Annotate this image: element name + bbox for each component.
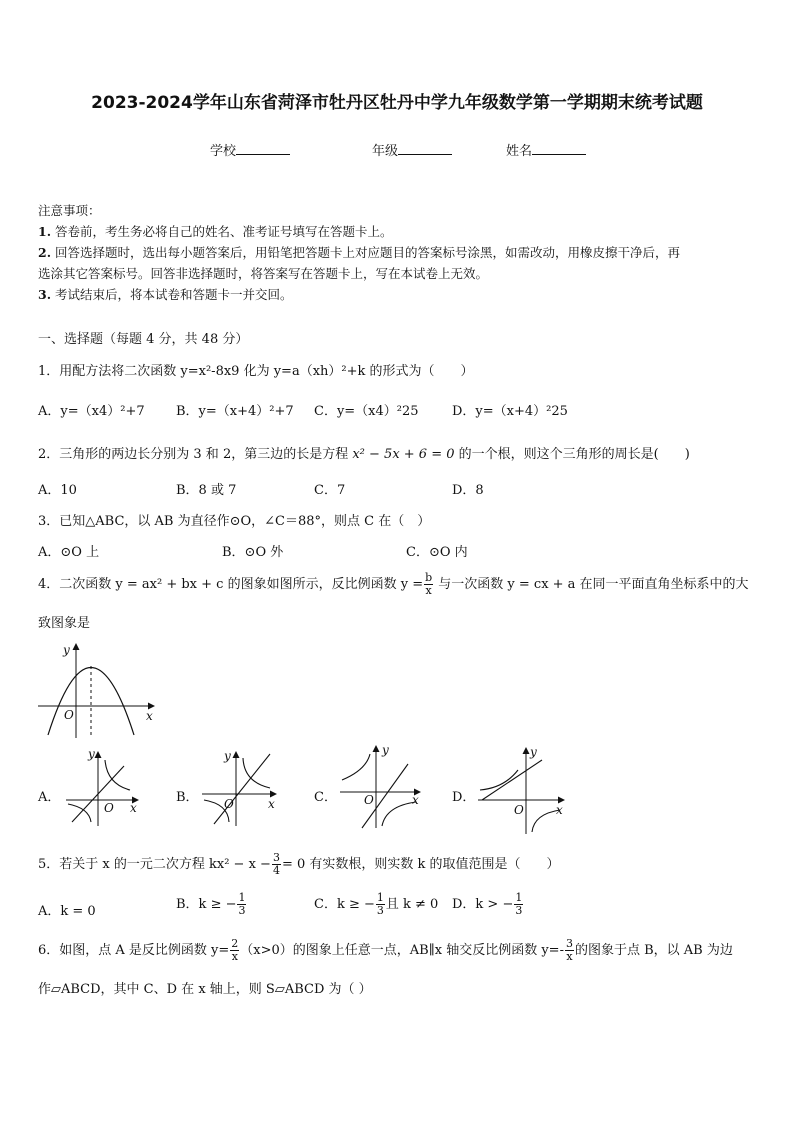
q4-option-a[interactable]: A． — [38, 790, 61, 805]
page-title: 2023-2024学年山东省菏泽市牡丹区牡丹中学九年级数学第一学期期末统考试题 — [91, 93, 703, 113]
origin-label: O — [64, 708, 74, 722]
q4-option-b-graph[interactable] — [198, 748, 280, 828]
q5-fraction: $\frac{3}{4}$ — [272, 851, 280, 877]
q4-parabola-graph — [36, 640, 161, 740]
question-6-stem-cont: 作▱ABCD，其中 C、D 在 x 轴上，则 S▱ABCD 为（ ） — [38, 982, 372, 997]
q4-option-d-graph[interactable] — [474, 744, 570, 836]
svg-text:x: x — [130, 801, 137, 815]
q5-option-a[interactable]: A．k = 0 — [38, 904, 96, 919]
svg-text:x: x — [268, 797, 275, 811]
svg-text:O: O — [364, 793, 374, 807]
svg-text:x: x — [412, 793, 419, 807]
q2-option-a[interactable]: A．10 — [38, 483, 77, 498]
q1-option-d[interactable]: D．y=（x+4）²25 — [452, 404, 568, 419]
svg-text:y: y — [224, 749, 231, 763]
q2-option-b[interactable]: B．8 或 7 — [176, 483, 237, 498]
note-item: 1. 答卷前，考生务必将自己的姓名、准考证号填写在答题卡上。 — [38, 224, 393, 239]
q3-option-b[interactable]: B．⊙O 外 — [222, 545, 284, 560]
notes-block — [38, 200, 680, 305]
note-item: 3. 考试结束后，将本试卷和答题卡一并交回。 — [38, 287, 293, 302]
q4-option-a-graph[interactable] — [62, 748, 142, 828]
svg-text:x: x — [556, 803, 563, 817]
q2-equation: x² − 5x + 6 = 0 — [352, 447, 455, 462]
q2-option-c[interactable]: C．7 — [314, 483, 346, 498]
y-label: y — [63, 643, 70, 657]
q3-option-a[interactable]: A．⊙O 上 — [38, 545, 100, 560]
q4-option-c[interactable]: C． — [314, 790, 337, 805]
svg-text:y: y — [382, 743, 389, 757]
school-field[interactable]: 学校 — [210, 140, 290, 159]
q2-option-d[interactable]: D．8 — [452, 483, 484, 498]
parabola-curve — [48, 668, 134, 736]
q4-option-d[interactable]: D． — [452, 790, 476, 805]
question-1-stem: 1．用配方法将二次函数 y=x²-8x9 化为 y=a（xh）²+k 的形式为（ ） — [38, 364, 474, 379]
q3-option-c[interactable]: C．⊙O 内 — [406, 545, 468, 560]
q1-option-b[interactable]: B．y=（x+4）²+7 — [176, 404, 294, 419]
notes-heading: 注意事项： — [38, 203, 101, 218]
q5-option-b[interactable]: B．k ≥ − $\frac{1}{3}$ — [176, 891, 246, 917]
svg-text:O: O — [224, 797, 234, 811]
question-6-stem: 6．如图，点 A 是反比例函数 y= $\frac{2}{x}$ （x>0）的图象上任意一点，AB∥x 轴交反比例函数 y=- $\frac{3}{x}$ 的图象于点 B，以 AB 为边 — [38, 937, 733, 963]
x-label: x — [146, 709, 153, 723]
note-item: 选涂其它答案标号。回答非选择题时，将答案写在答题卡上，写在本试卷上无效。 — [38, 266, 489, 281]
svg-text:y: y — [530, 745, 537, 759]
svg-text:y: y — [88, 748, 95, 761]
question-2-stem: 2．三角形的两边长分别为 3 和 2，第三边的长是方程 x² − 5x + 6 = 0 的一个根，则这个三角形的周长是( ) — [38, 447, 690, 462]
svg-text:O: O — [104, 801, 114, 815]
q4-option-b[interactable]: B． — [176, 790, 199, 805]
question-4-stem-cont: 致图象是 — [38, 616, 91, 631]
name-field[interactable]: 姓名 — [506, 140, 586, 159]
q1-option-c[interactable]: C．y=（x4）²25 — [314, 404, 419, 419]
grade-field[interactable]: 年级 — [372, 140, 452, 159]
note-item: 2. 回答选择题时，选出每小题答案后，用铅笔把答题卡上对应题目的答案标号涂黑，如需改动，用橡皮擦干净后，再 — [38, 245, 681, 260]
section-heading: 一、选择题（每题 4 分，共 48 分） — [38, 332, 249, 347]
question-4-stem: 4．二次函数 y = ax² + bx + c 的图象如图所示，反比例函数 y = $\frac{b}{x}$ 与一次函数 y = cx + a 在同一平面直角坐标系中的大 — [38, 571, 749, 597]
svg-text:O: O — [514, 803, 524, 817]
q4-option-c-graph[interactable] — [336, 742, 426, 830]
q1-option-a[interactable]: A．y=（x4）²+7 — [38, 404, 145, 419]
question-5-stem: 5．若关于 x 的一元二次方程 kx² − x − $\frac{3}{4}$ = 0 有实数根，则实数 k 的取值范围是（ ） — [38, 851, 560, 877]
question-3-stem: 3．已知△ABC，以 AB 为直径作⊙O，∠C＝88°，则点 C 在（ ） — [38, 514, 431, 529]
q4-fraction: $\frac{b}{x}$ — [425, 571, 433, 597]
q5-option-c[interactable]: C．k ≥ − $\frac{1}{3}$ 且 k ≠ 0 — [314, 891, 439, 917]
q5-option-d[interactable]: D．k > − $\frac{1}{3}$ — [452, 891, 523, 917]
